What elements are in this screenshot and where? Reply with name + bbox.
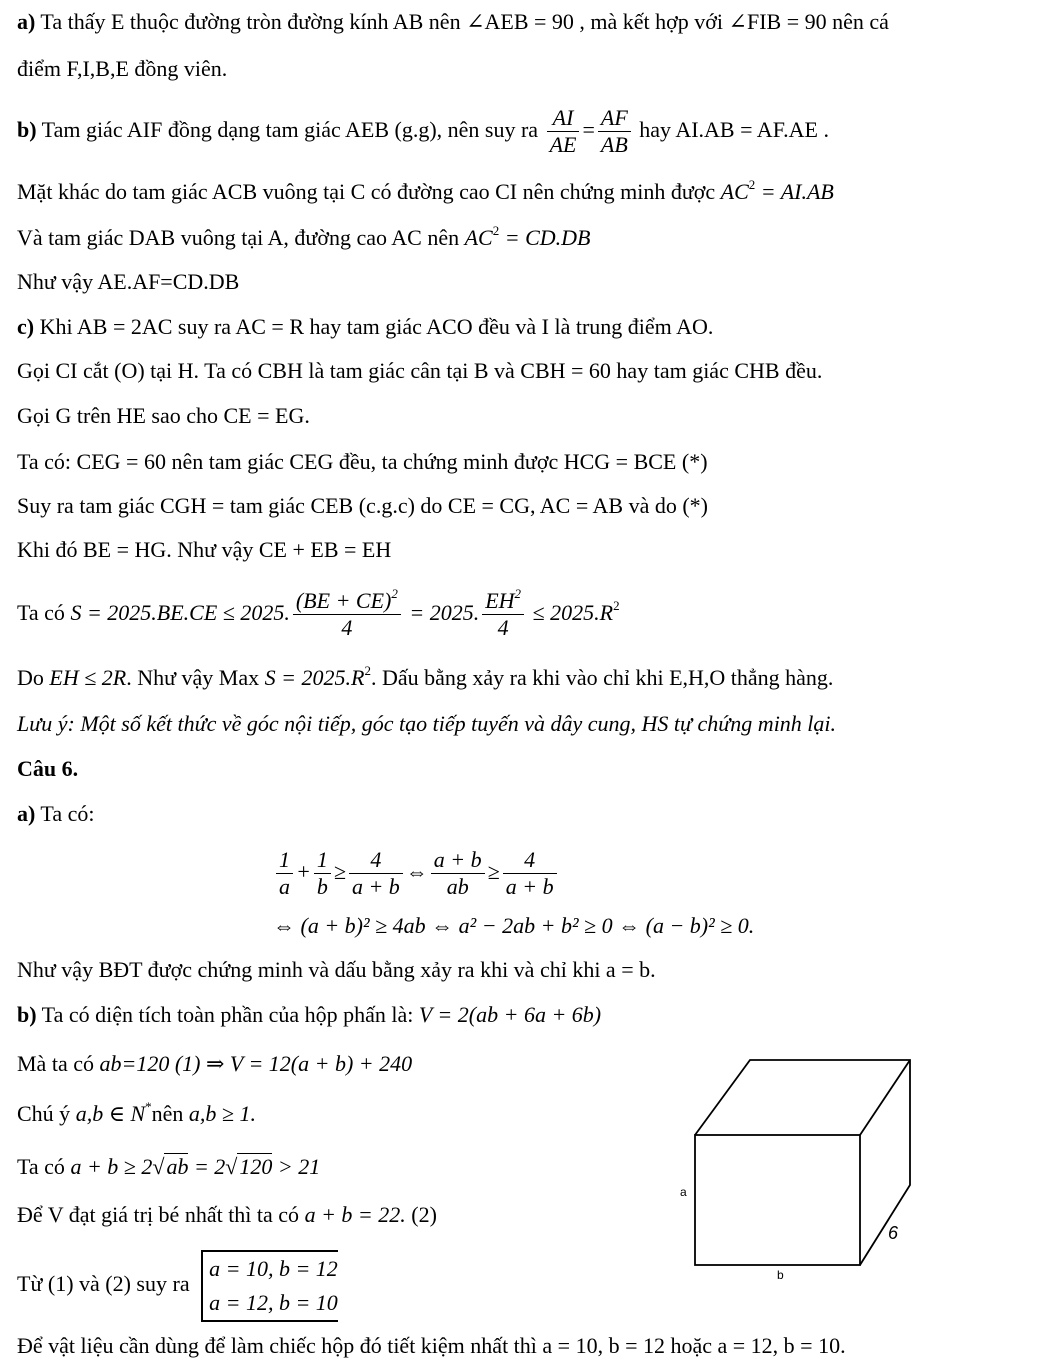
text-line: Mà ta có ab=120 (1) ⇒ V = 12(a + b) + 240 — [17, 1051, 413, 1076]
text-line: Do EH ≤ 2R. Như vậy Max $S = 2025.R^2$. Dấu bằng xảy ra khi vào chỉ khi E,H,O thẳng hàng. — [17, 663, 834, 690]
text-line: Khi đó BE = HG. Như vậy CE + EB = EH — [17, 537, 392, 562]
text-line: b) Ta có diện tích toàn phần của hộp phấn là: V = 2(ab + 6a + 6b) — [17, 1002, 602, 1027]
text-line: Như vậy AE.AF=CD.DB — [17, 269, 240, 294]
text-line: Và tam giác DAB vuông tại A, đường cao AC nên $AC^2 = CD.DB$ — [17, 223, 591, 250]
label-b: b — [777, 1268, 784, 1280]
box-top-edge — [860, 1060, 910, 1135]
text-line: điểm F,I,B,E đồng viên. — [17, 56, 228, 81]
text-line: Ta có: CEG = 60 nên tam giác CEG đều, ta chứng minh được HCG = BCE (*) — [17, 449, 708, 474]
system-bracket: a = 10, b = 12 a = 12, b = 10 — [201, 1250, 338, 1322]
text-line: Để vật liệu cần dùng để làm chiếc hộp đó tiết kiệm nhất thì a = 10, b = 12 hoặc a = 12, b = 10. — [17, 1333, 846, 1358]
fraction: $\frac{AI}{AE}$ — [547, 105, 580, 158]
fraction: $\frac{AF}{AB}$ — [598, 105, 631, 158]
text-line: Gọi G trên HE sao cho CE = EG. — [17, 403, 310, 428]
text-line: Gọi CI cắt (O) tại H. Ta có CBH là tam giác cân tại B và CBH = 60 hay tam giác CHB đều. — [17, 358, 823, 383]
section-heading: Câu 6. — [17, 756, 79, 781]
text-line: b) Tam giác AIF đồng dạng tam giác AEB (g.g), nên suy ra $\frac{AI}{AE}$ = $\frac{AF}{AB}$ hay AI.AB = AF.AE . — [17, 105, 829, 158]
text-line: a) Ta có: — [17, 801, 95, 826]
note-line: Lưu ý: Một số kết thức về góc nội tiếp, góc tạo tiếp tuyến và dây cung, HS tự chứng minh lại. — [17, 711, 837, 736]
box-back-edges — [695, 1060, 910, 1265]
text-line: Mặt khác do tam giác ACB vuông tại C có đường cao CI nên chứng minh được $AC^2 = AI.AB$ — [17, 177, 834, 204]
box-diagram — [670, 1050, 920, 1280]
text-line: c) Khi AB = 2AC suy ra AC = R hay tam giác ACO đều và I là trung điểm AO. — [17, 314, 714, 339]
text-line: Để V đạt giá trị bé nhất thì ta có a + b = 22. (2) — [17, 1202, 437, 1227]
text-line: a) Ta thấy E thuộc đường tròn đường kính AB nên ∠AEB = 90 , mà kết hợp với ∠FIB = 90 nên cá — [17, 9, 889, 34]
equation: $\frac{1}{a}$ + $\frac{1}{b}$ ≥ $\frac{4}{a + b}$ ⇔ $\frac{a + b}{ab}$ ≥ $\frac{4}{a + b}$ — [273, 840, 560, 904]
label-a: a — [680, 1185, 687, 1199]
equation: ⇔ (a + b)² ≥ 4ab ⇔ a² − 2ab + b² ≥ 0 ⇔ (a − b)² ≥ 0. — [273, 913, 755, 938]
text-line: Ta có S = 2025.BE.CE ≤ 2025. $\frac{(BE + CE)^2}{4}$ = 2025. $\frac{EH^2}{4}$ ≤ $2025.R^2$ — [17, 586, 620, 641]
text-line: Ta có a + b ≥ 2√ab = 2√120 > 21 — [17, 1154, 321, 1179]
fraction: $\frac{EH^2}{4}$ — [482, 588, 524, 641]
text-line: Chú ý a,b ∈ N*nên a,b ≥ 1. — [17, 1099, 256, 1126]
label-6: 6 — [888, 1223, 899, 1243]
text-line: Suy ra tam giác CGH = tam giác CEB (c.g.c) do CE = CG, AC = AB và do (*) — [17, 493, 709, 518]
fraction: $\frac{(BE + CE)^2}{4}$ — [293, 588, 401, 641]
text-line: Như vậy BĐT được chứng minh và dấu bằng xảy ra khi và chỉ khi a = b. — [17, 957, 656, 982]
box-front-face — [695, 1135, 860, 1265]
text-line: Từ (1) và (2) suy ra a = 10, b = 12 a = 12, b = 10 — [17, 1244, 338, 1324]
